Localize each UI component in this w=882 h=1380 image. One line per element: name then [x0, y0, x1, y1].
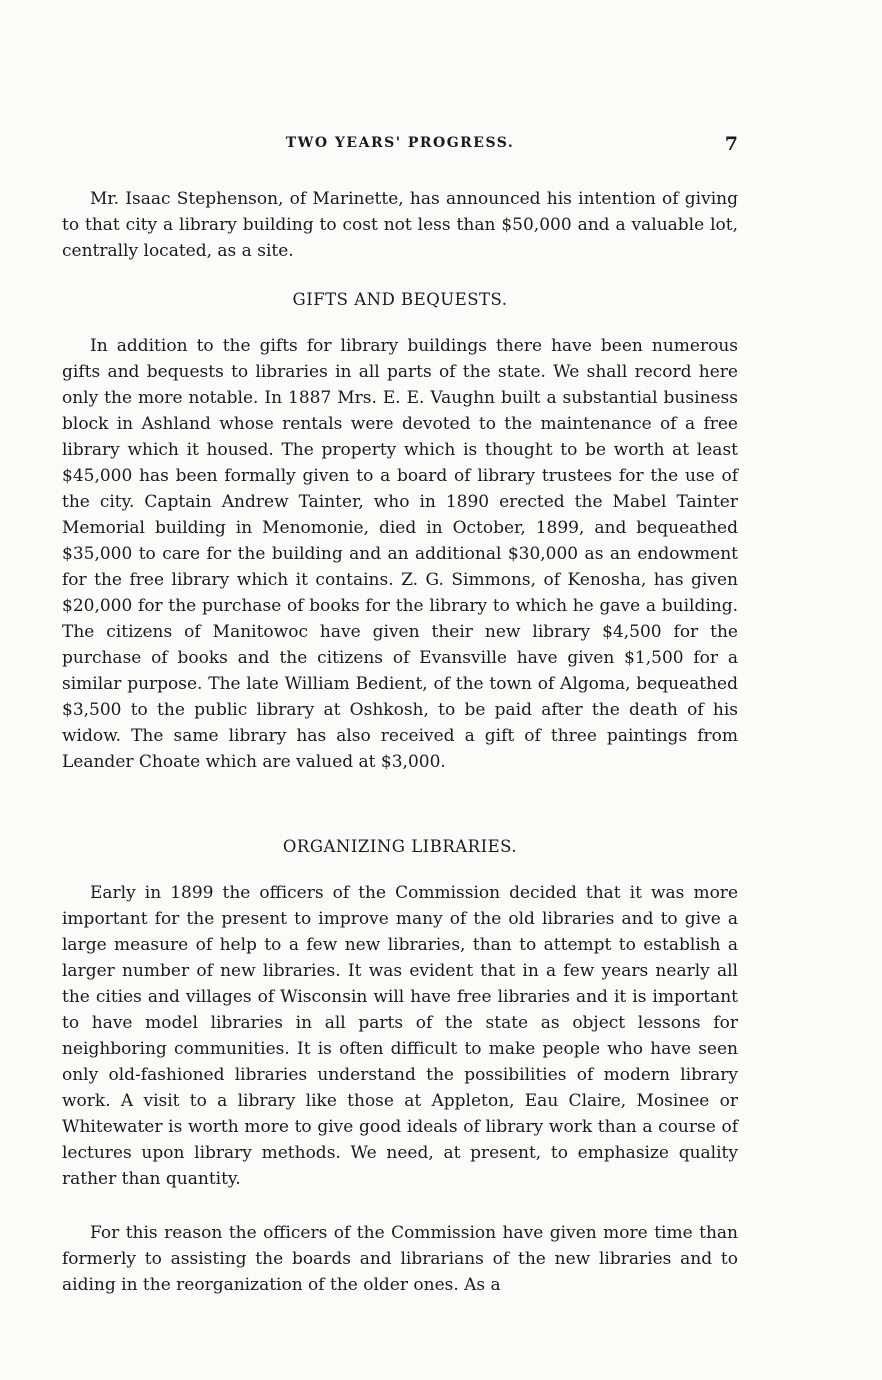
document-page	[62, 0, 738, 1380]
paragraph-reason: For this reason the officers of the Commission have given more time than formerly to assisting the boards and librarians of the new libraries and to aiding in the reorganization of the older ones. As a	[62, 1223, 738, 1295]
page-number: 7	[724, 133, 738, 155]
paragraph-marinette: Mr. Isaac Stephenson, of Marinette, has announced his intention of giving to that city a library building to cost not less than $50,000 and a valuable lot, centrally located, as a site.	[62, 189, 738, 261]
running-header	[62, 135, 738, 159]
section-heading-gifts: GIFTS AND BEQUESTS.	[292, 290, 508, 309]
paragraph-organizing: Early in 1899 the officers of the Commission decided that it was more important for the present to improve many of the old libraries and to give a large measure of help to a few new libraries, than to attempt to establish a larger number of new libraries. It was evident that in a few years nearly all the cities and villages of Wisconsin will have free libraries and it is important to have model libraries in all parts of the state as object lessons for neighboring communities. It is often difficult to make people who have seen only old-fashioned libraries understand the possibilities of modern library work. A visit to a library like those at Appleton, Eau Claire, Mosinee or Whitewater is worth more to give good ideals of library work than a course of lectures upon library methods. We need, at present, to emphasize quality rather than quantity.	[62, 883, 738, 1189]
paragraph-gifts: In addition to the gifts for library buildings there have been numerous gifts and bequests to libraries in all parts of the state. We shall record here only the more notable. In 1887 Mrs. E. E. Vaughn built a substantial business block in Ashland whose rentals were devoted to the maintenance of a free library which it housed. The property which is thought to be worth at least $45,000 has been formally given to a board of library trustees for the use of the city. Captain Andrew Tainter, who in 1890 erected the Mabel Tainter Memorial building in Menomonie, died in October, 1899, and bequeathed $35,000 to care for the building and an additional $30,000 as an endowment for the free library which it contains. Z. G. Simmons, of Kenosha, has given $20,000 for the purchase of books for the library to which he gave a building. The citizens of Manitowoc have given their new library $4,500 for the purchase of books and the citizens of Evansville have given $1,500 for a similar purpose. The late William Bedient, of the town of Algoma, bequeathed $3,500 to the public library at Oshkosh, to be paid after the death of his widow. The same library has also received a gift of three paintings from Leander Choate which are valued at $3,000.	[62, 336, 738, 772]
section-heading-organizing: ORGANIZING LIBRARIES.	[282, 837, 518, 856]
running-title: TWO YEARS' PROGRESS.	[285, 135, 515, 151]
